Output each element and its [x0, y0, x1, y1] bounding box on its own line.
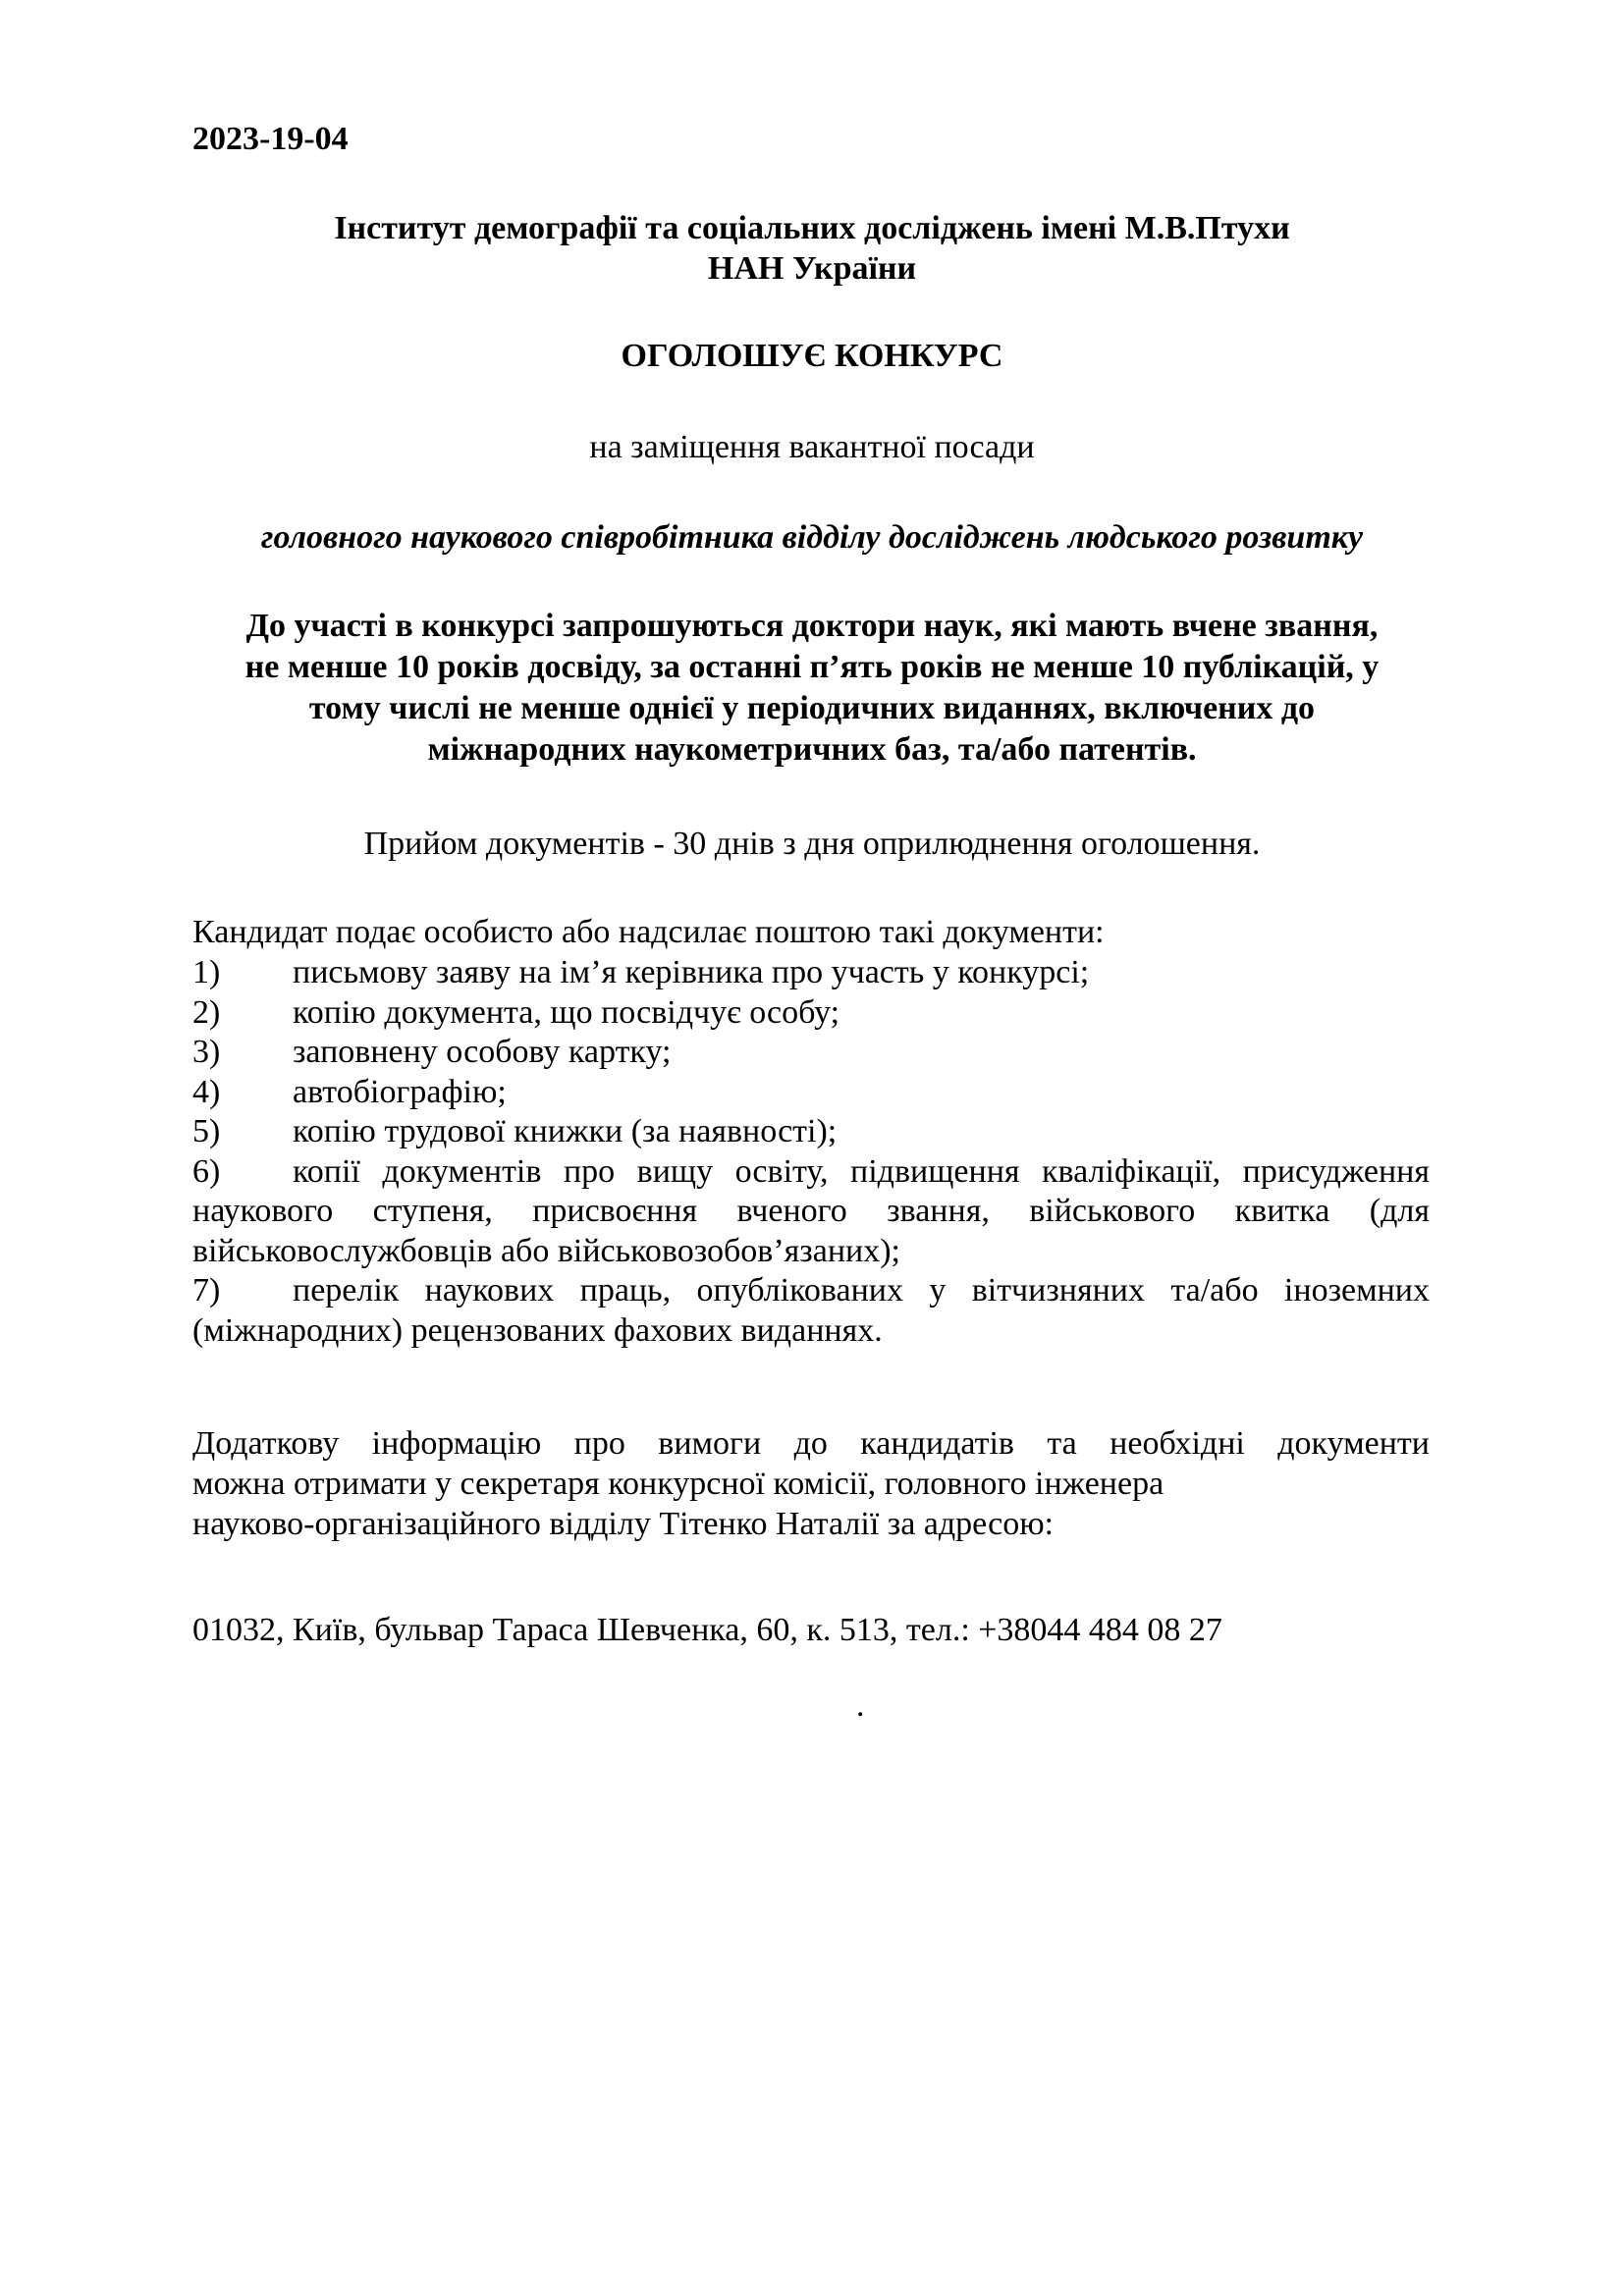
- list-item-text: заповнену особову картку;: [293, 1034, 672, 1070]
- requirements-line-3: тому числі не менше однієї у періодичних виданнях, включених до: [308, 690, 1316, 726]
- list-item-number: 2): [192, 993, 221, 1031]
- institution-name: Інститут демографії та соціальних досліджень імені М.В.Птухи: [334, 210, 1290, 246]
- additional-info-line-1: Додаткову інформацію про вимоги до кандидатів та необхідні документи: [192, 1425, 1430, 1462]
- list-item-number: 7): [192, 1272, 221, 1308]
- list-item-number: 3): [192, 1034, 221, 1070]
- additional-info-line-2: можна отримати у секретаря конкурсної комісії, головного інженера: [192, 1466, 1164, 1502]
- additional-info-line-3: науково-організаційного відділу Тітенко Наталії за адресою:: [192, 1506, 1055, 1542]
- list-item: [192, 1033, 1430, 1073]
- list-item-text: автобіографію;: [293, 1073, 507, 1110]
- requirements-line-2: не менше 10 років досвіду, за останні п’ять років не менше 10 публікацій, у: [244, 649, 1380, 685]
- list-item: [192, 953, 1430, 993]
- list-item: [192, 1152, 1430, 1272]
- list-item-text: копії документів про вищу освіту, підвищення кваліфікації, присудження наукового ступеня, присвоєння вченого звання, військового квитка (для військовослужбовців або військовозобов’язаних);: [192, 1152, 1430, 1269]
- list-item: [192, 1112, 1430, 1152]
- requirements-line-1: До участі в конкурсі запрошуються доктори наук, які мають вчене звання,: [245, 608, 1379, 644]
- document-date: 2023-19-04: [192, 121, 349, 157]
- additional-info: [192, 1423, 1430, 1544]
- list-item: [192, 993, 1430, 1034]
- requirements-paragraph: [0, 607, 1624, 772]
- documents-list: [192, 953, 1430, 1351]
- contact-address: [192, 1610, 1430, 1650]
- announcement-heading: ОГОЛОШУЄ КОНКУРС: [621, 338, 1003, 374]
- list-item-number: 6): [192, 1152, 221, 1190]
- list-item-text: копію трудової книжки (за наявності);: [293, 1113, 838, 1149]
- position-title: головного наукового співробітника відділу досліджень людського розвитку: [260, 519, 1364, 556]
- contact-address-line: 01032, Київ, бульвар Тараса Шевченка, 60, к. 513, тел.: +38044 484 08 27: [192, 1612, 1222, 1648]
- trailing-mark: .: [856, 1687, 865, 1724]
- institution-academy: НАН України: [707, 250, 917, 287]
- documents-intro: Кандидат подає особисто або надсилає поштою такі документи:: [192, 914, 1105, 950]
- list-item: [192, 1073, 1430, 1113]
- list-item-number: 4): [192, 1073, 221, 1110]
- requirements-line-4: міжнародних наукометричних баз, та/або патентів.: [427, 731, 1197, 768]
- vacancy-intro: на заміщення вакантної посади: [589, 429, 1035, 465]
- list-item-text: перелік наукових праць, опублікованих у вітчизняних та/або іноземних (міжнародних) рецензованих фахових виданнях.: [192, 1272, 1430, 1349]
- list-item: [192, 1271, 1430, 1351]
- list-item-number: 5): [192, 1113, 221, 1149]
- acceptance-period: Прийом документів - 30 днів з дня оприлюднення оголошення.: [363, 826, 1261, 862]
- list-item-text: письмову заяву на ім’я керівника про участь у конкурсі;: [293, 954, 1090, 990]
- list-item-number: 1): [192, 954, 221, 990]
- list-item-text: копію документа, що посвідчує особу;: [293, 993, 840, 1031]
